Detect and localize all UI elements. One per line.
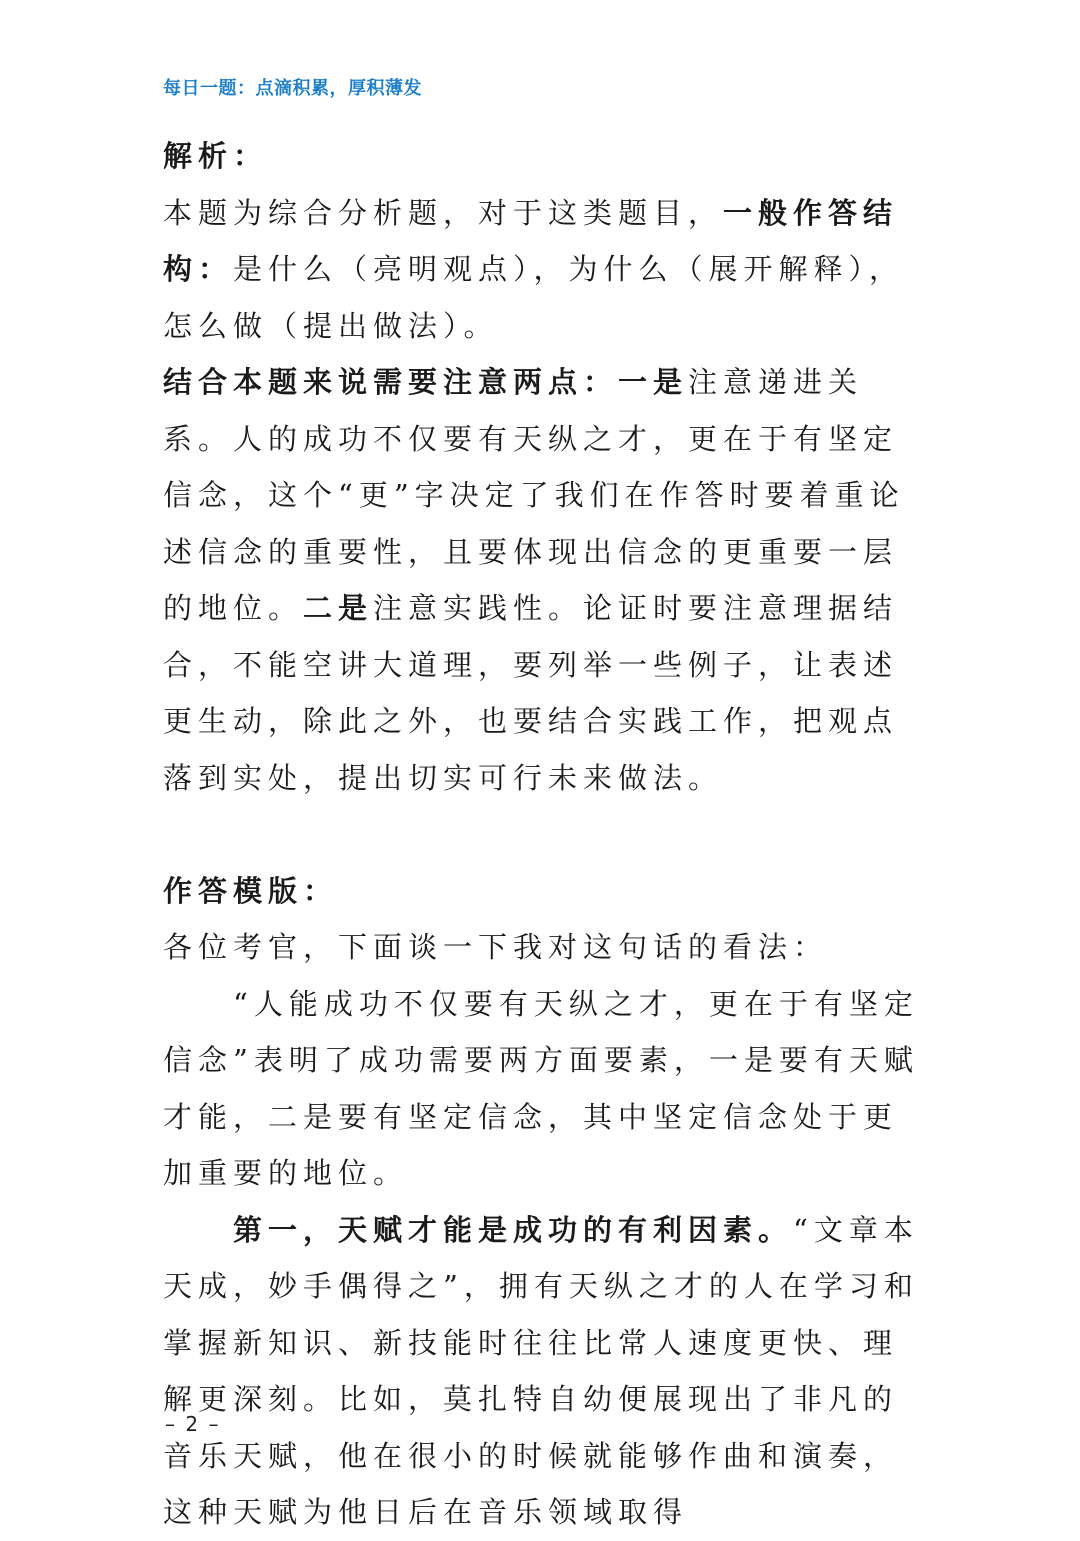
template-paragraph-3	[163, 1202, 923, 1541]
analysis-p2-text: 注意递进关系。人的成功不仅要有天纵之才，更在于有坚定信念，这个“更”字决定了我们在作答时要着重论述信念的重要性，且要体现出信念的更重要一层的地位。	[163, 365, 905, 625]
template-paragraph-1: 各位考官，下面谈一下我对这句话的看法：	[163, 930, 829, 964]
analysis-heading: 解析：	[163, 139, 269, 173]
analysis-p1-bold: 一般作答结构：	[163, 195, 899, 286]
template-heading: 作答模版：	[163, 873, 339, 908]
template-p3-bold: 第一，天赋才能是成功的有利因素。	[233, 1212, 794, 1247]
section-spacer	[163, 806, 923, 863]
analysis-paragraph-2	[163, 354, 923, 806]
template-p3-text: “文章本天成，妙手偶得之”，拥有天纵之才的人在学习和掌握新知识、新技能时往往比常人速度更快、理解更深刻。比如，莫扎特自幼便展现出了非凡的音乐天赋，他在很小的时候就能够作曲和演奏，这种天赋为他日后在音乐领域取得	[163, 1212, 919, 1529]
analysis-p2-bold: 结合本题来说需要注意两点：一是	[163, 365, 689, 399]
analysis-paragraph-1	[163, 185, 923, 355]
page-number: – 2 –	[165, 1412, 221, 1436]
document-body	[163, 128, 923, 1541]
analysis-p2-bold-2: 二是	[303, 591, 374, 625]
template-paragraph-2: “人能成功不仅要有天纵之才，更在于有坚定信念”表明了成功需要两方面要素，一是要有天赋才能，二是要有坚定信念，其中坚定信念处于更加重要的地位。	[163, 986, 919, 1190]
analysis-p1-text: 本题为综合分析题，对于这类题目，	[163, 195, 724, 230]
analysis-p1-text-2: 是什么（亮明观点），为什么（展开解释），怎么做（提出做法）。	[163, 252, 905, 343]
analysis-p2-text-2: 注意实践性。论证时要注意理据结合，不能空讲大道理，要列举一些例子，让表述更生动，除此之外，也要结合实践工作，把观点落到实处，提出切实可行未来做法。	[163, 591, 899, 795]
page-header: 每日一题：点滴积累，厚积薄发	[163, 78, 422, 99]
